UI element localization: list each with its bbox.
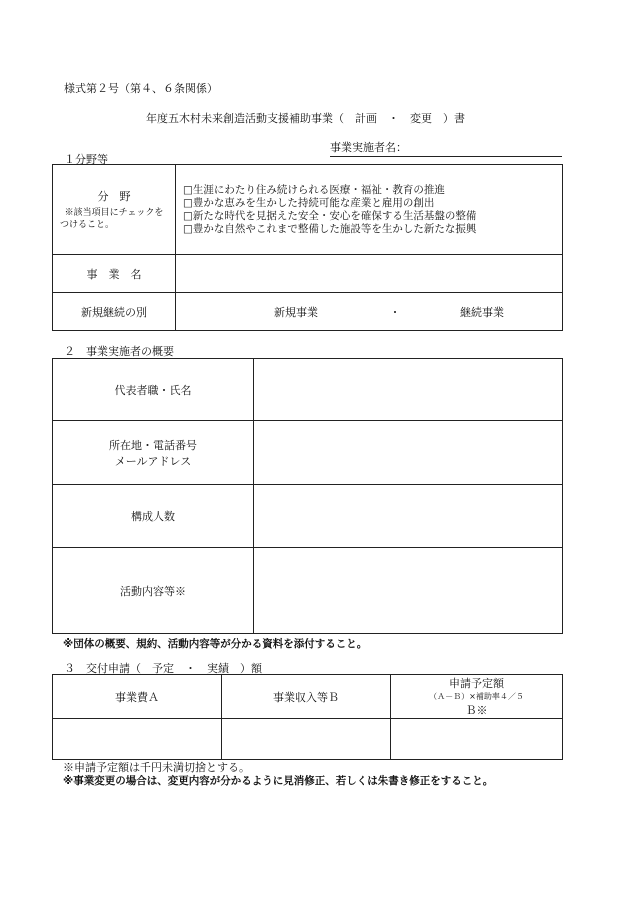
field-option-checkbox[interactable]: □豊かな自然やこれまで整備した施設等を生かした新たな振興: [183, 222, 477, 235]
income-b-input[interactable]: [222, 719, 391, 760]
activity-label: 活動内容等※: [53, 548, 254, 634]
field-option-checkbox[interactable]: □生涯にわたり住み続けられる医療・福祉・教育の推進: [183, 183, 445, 196]
type-label: 新規継続の別: [53, 293, 176, 331]
representative-label: 代表者職・氏名: [53, 359, 254, 421]
address-label-cell: [53, 421, 254, 485]
applicant-name-field[interactable]: [330, 139, 562, 157]
request-amount-note-mark: Ｂ※: [465, 704, 488, 717]
field-label-cell: [53, 165, 176, 255]
section1-heading: １分野等: [64, 153, 108, 166]
field-note: つけること。: [60, 220, 115, 230]
field-note: ※該当項目にチェックを: [64, 208, 164, 218]
members-label: 構成人数: [53, 485, 254, 548]
field-option-checkbox[interactable]: □新たな時代を見据えた安全・安心を確保する生活基盤の整備: [183, 209, 477, 222]
project-name-label: 事 業 名: [53, 255, 176, 293]
page-title: 年度五木村未来創造活動支援補助事業（ 計画 ・ 変更 ）書: [146, 112, 465, 125]
type-new-option[interactable]: 新規事業: [274, 305, 318, 319]
applicant-label: 事業実施者名：: [330, 141, 407, 154]
type-choice-cell: [176, 293, 563, 331]
type-separator: ・: [389, 305, 401, 319]
field-option-checkbox[interactable]: □豊かな恵みを生かした持続可能な産業と雇用の創出: [183, 196, 435, 209]
field-label: 分 野: [97, 190, 131, 203]
type-continue-option[interactable]: 継続事業: [460, 305, 504, 319]
request-amount-input[interactable]: [391, 719, 563, 760]
field-options: [176, 165, 563, 255]
form-number: 様式第２号（第４、６条関係）: [64, 82, 218, 95]
section2-table: [52, 358, 563, 634]
section3-table: [52, 674, 563, 760]
section3-heading: ３ 交付申請（ 予定 ・ 実績 ）額: [64, 662, 262, 675]
income-b-header: 事業収入等Ｂ: [222, 675, 391, 719]
address-phone-label: 所在地・電話番号: [109, 438, 197, 452]
revision-note: ※事業変更の場合は、変更内容が分かるように見消修正、若しくは朱書き修正をすること。: [63, 775, 494, 787]
cost-a-input[interactable]: [53, 719, 222, 760]
request-amount-formula: （Ａ－Ｂ）×補助率４／５: [429, 692, 524, 701]
activity-input[interactable]: [254, 548, 563, 634]
section3-note: ※申請予定額は千円未満切捨とする。: [63, 761, 250, 774]
address-input[interactable]: [254, 421, 563, 485]
representative-input[interactable]: [254, 359, 563, 421]
section2-heading: ２ 事業実施者の概要: [64, 345, 174, 358]
request-amount-title: 申請予定額: [449, 677, 504, 690]
section1-table: [52, 164, 563, 331]
email-label: メールアドレス: [114, 454, 192, 468]
request-amount-header: [391, 675, 563, 719]
members-input[interactable]: [254, 485, 563, 548]
section2-note: ※団体の概要、規約、活動内容等が分かる資料を添付すること。: [63, 638, 368, 650]
cost-a-header: 事業費Ａ: [53, 675, 222, 719]
project-name-input[interactable]: [176, 255, 563, 293]
